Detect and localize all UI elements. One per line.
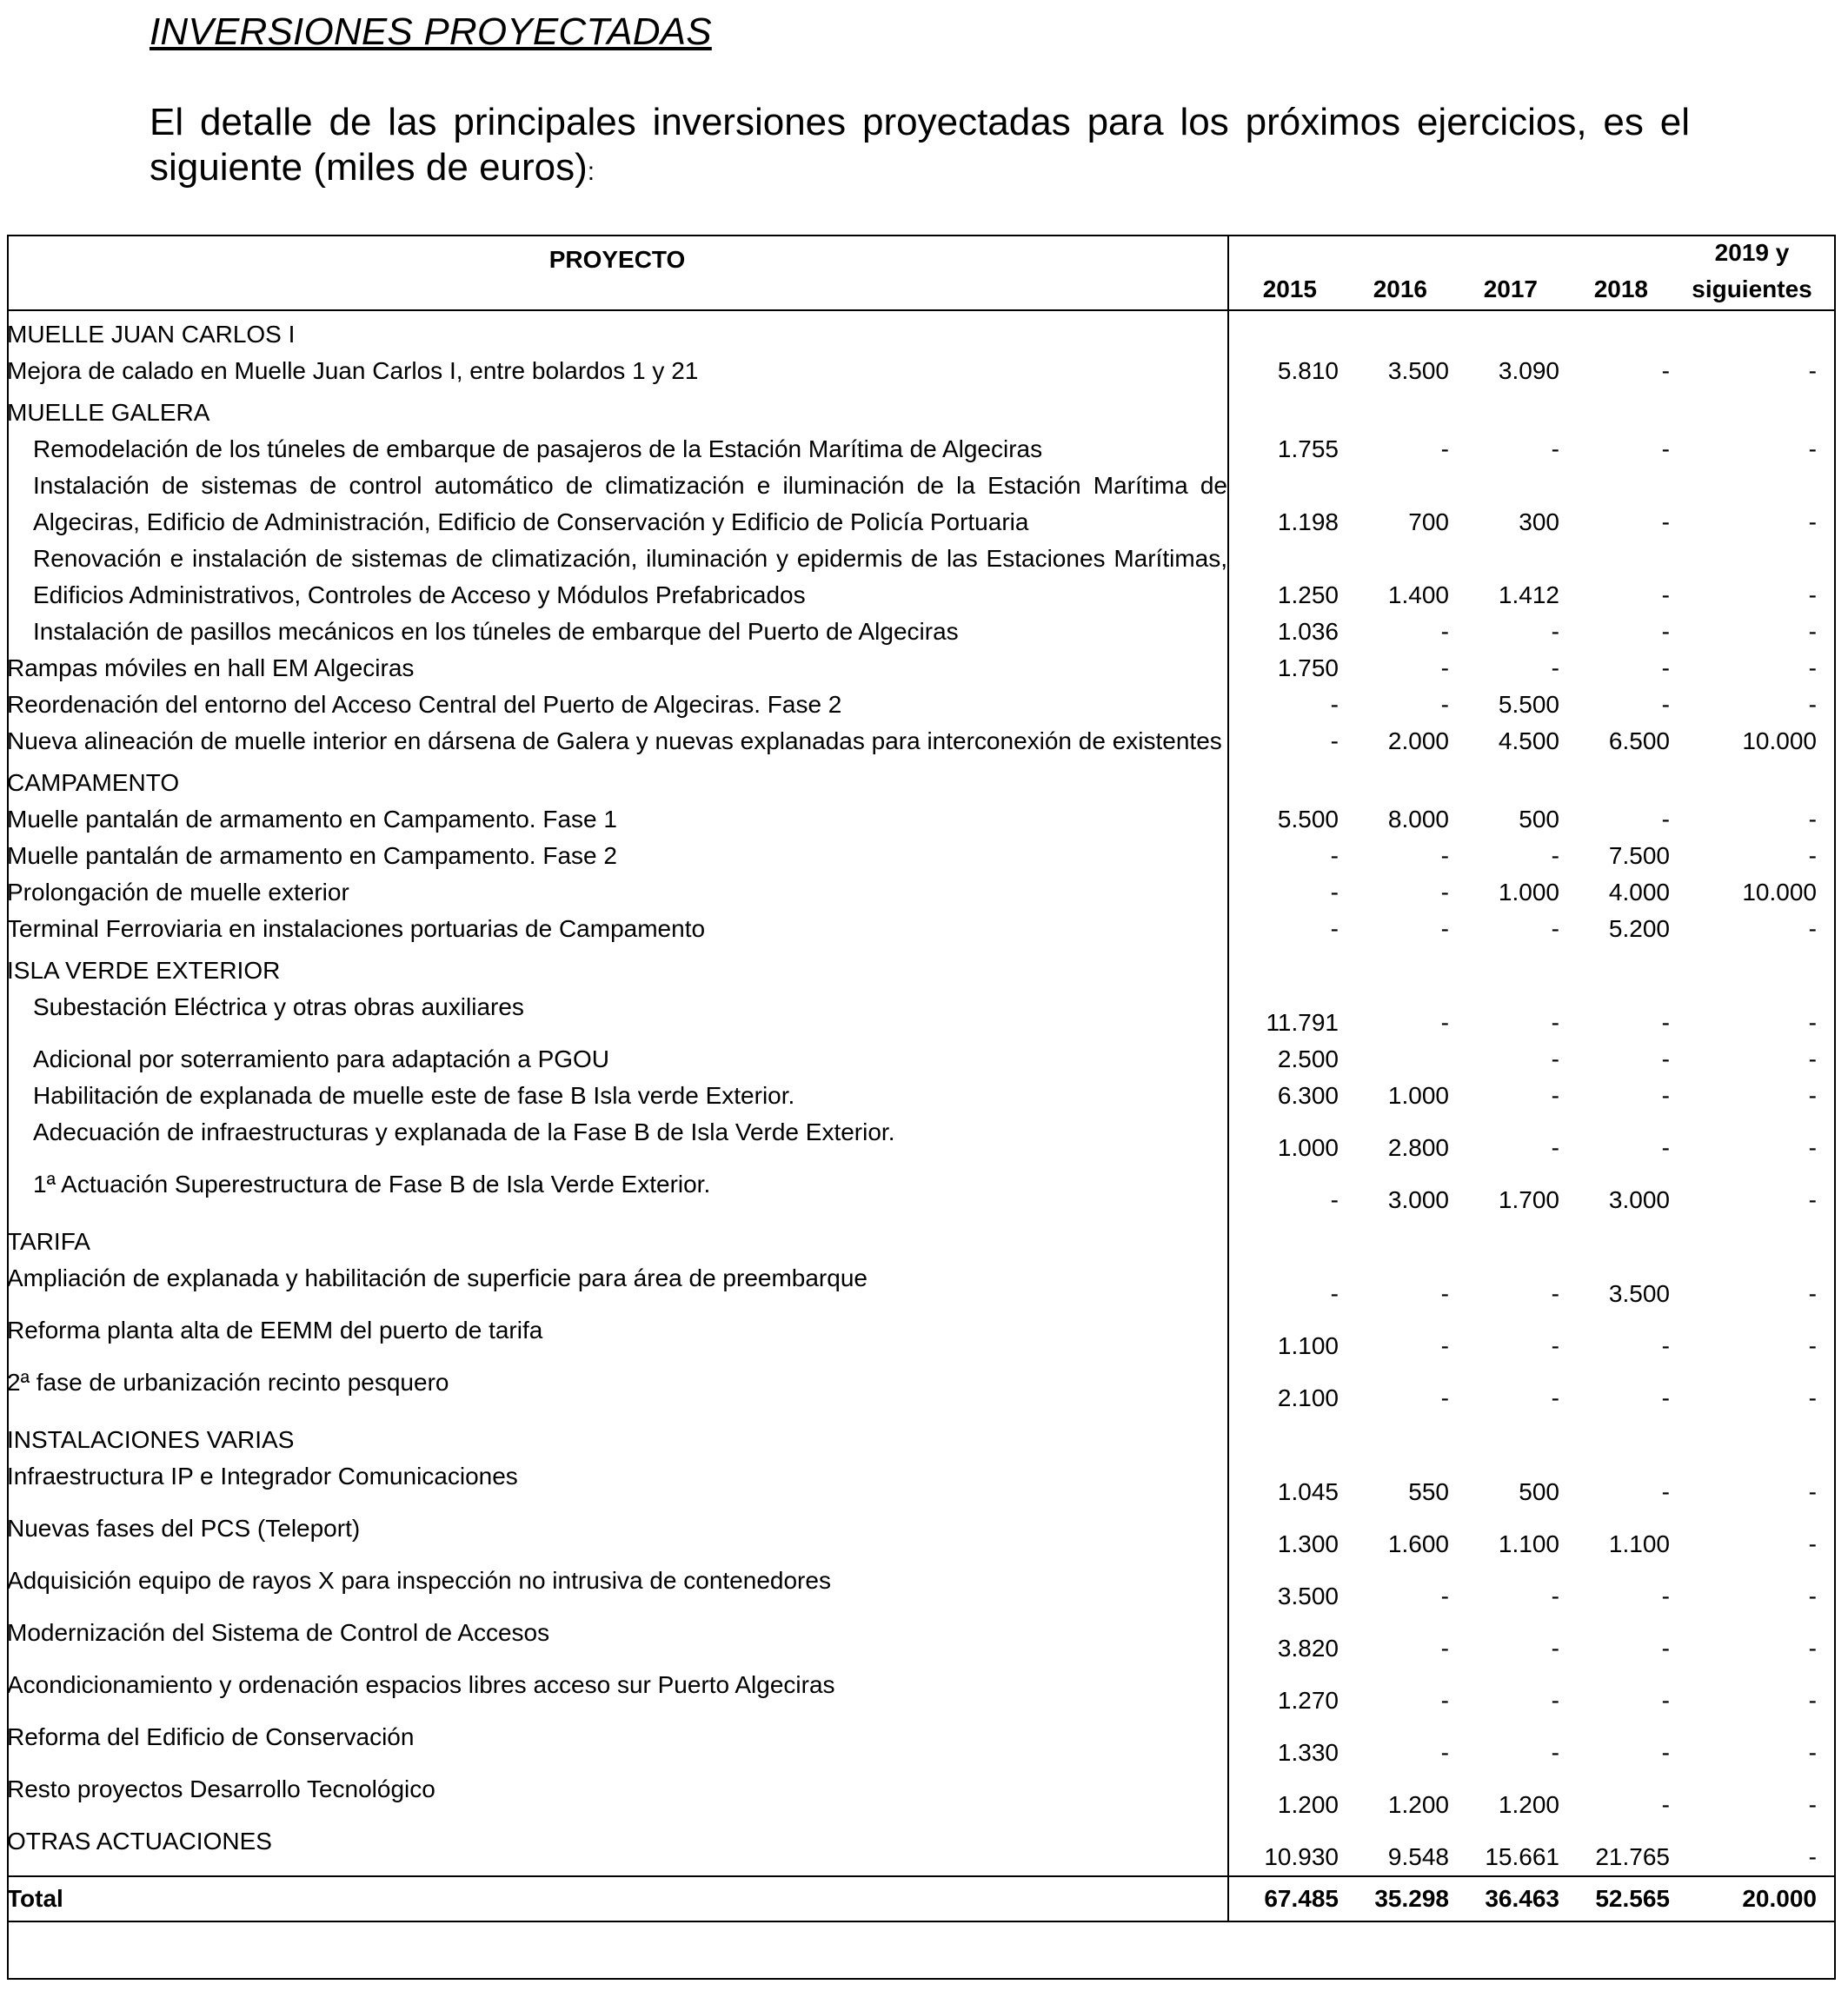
value-2019-and-following: - — [1808, 508, 1817, 535]
table-row — [7, 911, 1834, 947]
value-2019-and-following: 10.000 — [1742, 879, 1817, 906]
project-description: Adecuación de infraestructuras y explanada de la Fase B de Isla Verde Exterior. — [7, 1114, 1228, 1166]
value-2019-and-following: - — [1808, 1635, 1817, 1662]
value-2018: - — [1661, 1739, 1670, 1766]
value-2016: 2.000 — [1387, 727, 1449, 754]
table-row — [7, 874, 1834, 911]
value-2016: - — [1440, 1583, 1449, 1609]
value-2015: 2.100 — [1277, 1384, 1339, 1411]
empty-cell — [1339, 1218, 1449, 1260]
total-2019-and-following: 20.000 — [1670, 1876, 1834, 1921]
project-description: Nuevas fases del PCS (Teleport) — [7, 1510, 1228, 1563]
value-2016 — [1339, 1041, 1449, 1078]
section-row — [7, 1218, 1834, 1260]
empty-cell — [1449, 760, 1559, 801]
empty-cell — [1559, 947, 1670, 989]
value-2017: - — [1551, 1583, 1559, 1609]
section-title: ISLA VERDE EXTERIOR — [7, 947, 1228, 989]
value-2017: - — [1551, 1687, 1559, 1714]
total-2015: 67.485 — [1228, 1876, 1339, 1921]
empty-cell — [1449, 947, 1559, 989]
value-2015: 1.200 — [1277, 1791, 1339, 1818]
value-2016: - — [1440, 1384, 1449, 1411]
project-description: Adicional por soterramiento para adaptación a PGOU — [7, 1041, 1228, 1078]
value-2016: - — [1440, 654, 1449, 681]
value-2017: 1.100 — [1498, 1530, 1559, 1557]
project-description: Reordenación del entorno del Acceso Central del Puerto de Algeciras. Fase 2 — [7, 687, 1228, 723]
value-2018: 5.200 — [1608, 915, 1670, 942]
project-description: Instalación de sistemas de control automático de climatización e iluminación de la Estación Marítima de Algeciras, Edificio de Administración, Edificio de Conservación y Edificio de Policía Portuaria — [7, 468, 1228, 541]
value-2017: 1.200 — [1498, 1791, 1559, 1818]
value-2019-and-following: 10.000 — [1742, 727, 1817, 754]
table-row — [7, 1078, 1834, 1114]
empty-cell — [1670, 760, 1834, 801]
table-row — [7, 1823, 1834, 1876]
table-row — [7, 723, 1834, 760]
header-project: PROYECTO — [7, 235, 1228, 310]
value-2018: - — [1661, 581, 1670, 608]
project-description: Infraestructura IP e Integrador Comunicaciones — [7, 1458, 1228, 1510]
value-2018: 3.000 — [1608, 1186, 1670, 1213]
value-2017: - — [1551, 1384, 1559, 1411]
value-2016: 3.500 — [1387, 357, 1449, 384]
value-2017: - — [1551, 1739, 1559, 1766]
value-2019-and-following: - — [1808, 1280, 1817, 1307]
table-row — [7, 468, 1834, 541]
value-2018: 7.500 — [1608, 842, 1670, 869]
intro-text: El detalle de las principales inversiones proyectadas para los próximos ejercicios, es el siguiente (miles de euros) — [150, 101, 1690, 189]
value-2015: 1.330 — [1277, 1739, 1339, 1766]
value-2017: - — [1551, 1045, 1559, 1072]
header-2019-line1: 2019 y — [1714, 239, 1790, 266]
project-description: Muelle pantalán de armamento en Campamento. Fase 2 — [7, 838, 1228, 874]
value-2019-and-following: - — [1808, 1530, 1817, 1557]
value-2015: 1.000 — [1277, 1134, 1339, 1161]
value-2015: 1.198 — [1277, 508, 1339, 535]
project-description: Remodelación de los túneles de embarque de pasajeros de la Estación Marítima de Algeciras — [7, 431, 1228, 468]
value-2018: - — [1661, 1082, 1670, 1109]
value-2019-and-following: - — [1808, 842, 1817, 869]
empty-cell — [1449, 1417, 1559, 1458]
project-description: Reforma planta alta de EEMM del puerto de tarifa — [7, 1312, 1228, 1364]
value-2017: - — [1551, 1280, 1559, 1307]
value-2019-and-following: - — [1808, 915, 1817, 942]
value-2019-and-following: - — [1808, 1687, 1817, 1714]
value-2019-and-following: - — [1808, 1583, 1817, 1609]
value-2015: - — [1330, 727, 1339, 754]
value-2017: 15.661 — [1485, 1843, 1559, 1870]
project-description: Nueva alineación de muelle interior en dársena de Galera y nuevas explanadas para interconexión de existentes — [7, 723, 1228, 760]
value-2016: - — [1440, 915, 1449, 942]
empty-cell — [1449, 389, 1559, 431]
project-description: Renovación e instalación de sistemas de climatización, iluminación y epidermis de las Estaciones Marítimas, Edificios Administrativos, Controles de Acceso y Módulos Prefabricados — [7, 541, 1228, 614]
value-2016: 1.600 — [1387, 1530, 1449, 1557]
empty-cell — [1670, 389, 1834, 431]
section-title: CAMPAMENTO — [7, 760, 1228, 801]
value-2018: - — [1661, 1384, 1670, 1411]
value-2018: - — [1661, 508, 1670, 535]
section-row — [7, 760, 1834, 801]
value-2019-and-following: - — [1808, 1045, 1817, 1072]
value-2016: 1.000 — [1387, 1082, 1449, 1109]
value-2015: 6.300 — [1277, 1082, 1339, 1109]
value-2015: 10.930 — [1264, 1843, 1339, 1870]
value-2019-and-following: - — [1808, 618, 1817, 645]
value-2016: 8.000 — [1387, 806, 1449, 833]
project-description: Habilitación de explanada de muelle este de fase B Isla verde Exterior. — [7, 1078, 1228, 1114]
value-2015: 1.100 — [1277, 1332, 1339, 1359]
section-row — [7, 389, 1834, 431]
project-description: Instalación de pasillos mecánicos en los túneles de embarque del Puerto de Algeciras — [7, 614, 1228, 650]
value-2018: - — [1661, 1478, 1670, 1505]
section-row — [7, 947, 1834, 989]
value-2016: - — [1440, 1687, 1449, 1714]
value-2017: - — [1551, 1332, 1559, 1359]
project-description: Rampas móviles en hall EM Algeciras — [7, 650, 1228, 687]
value-2016: 700 — [1408, 508, 1449, 535]
value-2016: - — [1440, 618, 1449, 645]
value-2019-and-following: - — [1808, 654, 1817, 681]
value-2018: 6.500 — [1608, 727, 1670, 754]
value-2019-and-following: - — [1808, 1009, 1817, 1036]
value-2017: 500 — [1519, 1478, 1559, 1505]
project-description: 1ª Actuación Superestructura de Fase B de Isla Verde Exterior. — [7, 1166, 1228, 1218]
value-2015: 1.045 — [1277, 1478, 1339, 1505]
value-2019-and-following: - — [1808, 1384, 1817, 1411]
value-2016: - — [1440, 879, 1449, 906]
value-2019-and-following: - — [1808, 1082, 1817, 1109]
table-row — [7, 801, 1834, 838]
table-row — [7, 1312, 1834, 1364]
project-description: Mejora de calado en Muelle Juan Carlos I, entre bolardos 1 y 21 — [7, 353, 1228, 389]
table-row — [7, 431, 1834, 468]
section-row — [7, 1417, 1834, 1458]
project-description: Resto proyectos Desarrollo Tecnológico — [7, 1771, 1228, 1823]
value-2019-and-following: - — [1808, 1332, 1817, 1359]
value-2018: - — [1661, 618, 1670, 645]
value-2015: 1.300 — [1277, 1530, 1339, 1557]
empty-cell — [1228, 389, 1339, 431]
empty-cell — [1670, 1417, 1834, 1458]
value-2017: 3.090 — [1498, 357, 1559, 384]
section-title: MUELLE GALERA — [7, 389, 1228, 431]
table-row — [7, 1510, 1834, 1563]
empty-cell — [1449, 310, 1559, 353]
total-2018: 52.565 — [1559, 1876, 1670, 1921]
total-label: Total — [7, 1876, 1228, 1921]
value-2015: 3.820 — [1277, 1635, 1339, 1662]
table-row — [7, 989, 1834, 1041]
project-description: Terminal Ferroviaria en instalaciones portuarias de Campamento — [7, 911, 1228, 947]
empty-cell — [1228, 1417, 1339, 1458]
value-2015: 5.810 — [1277, 357, 1339, 384]
header-2016: 2016 — [1339, 235, 1449, 310]
investments-table — [7, 235, 1834, 1922]
value-2016: 9.548 — [1387, 1843, 1449, 1870]
table-row — [7, 1166, 1834, 1218]
value-2018: 4.000 — [1608, 879, 1670, 906]
value-2016: - — [1440, 1635, 1449, 1662]
value-2019-and-following: - — [1808, 357, 1817, 384]
document-heading: INVERSIONES PROYECTADAS — [150, 10, 712, 53]
value-2018: - — [1661, 1045, 1670, 1072]
value-2018: - — [1661, 806, 1670, 833]
empty-cell — [1670, 947, 1834, 989]
empty-cell — [1559, 760, 1670, 801]
table-row — [7, 1364, 1834, 1417]
value-2019-and-following: - — [1808, 806, 1817, 833]
value-2016: 2.800 — [1387, 1134, 1449, 1161]
empty-cell — [1228, 760, 1339, 801]
value-2015: - — [1330, 1280, 1339, 1307]
empty-cell — [1228, 310, 1339, 353]
table-row — [7, 1114, 1834, 1166]
value-2018: - — [1661, 1332, 1670, 1359]
header-2019-and-following — [1670, 235, 1834, 310]
project-description: Modernización del Sistema de Control de Accesos — [7, 1615, 1228, 1667]
value-2015: 2.500 — [1277, 1045, 1339, 1072]
table-row — [7, 541, 1834, 614]
value-2018: 3.500 — [1608, 1280, 1670, 1307]
value-2016: - — [1440, 1280, 1449, 1307]
table-row — [7, 1615, 1834, 1667]
value-2016: 550 — [1408, 1478, 1449, 1505]
empty-cell — [1339, 760, 1449, 801]
header-2017: 2017 — [1449, 235, 1559, 310]
value-2019-and-following: - — [1808, 581, 1817, 608]
empty-cell — [1449, 1218, 1559, 1260]
section-row — [7, 310, 1834, 353]
section-title: TARIFA — [7, 1218, 1228, 1260]
empty-cell — [1670, 310, 1834, 353]
value-2017: - — [1551, 1009, 1559, 1036]
value-2015: 5.500 — [1277, 806, 1339, 833]
value-2018: - — [1661, 435, 1670, 462]
project-description: Ampliación de explanada y habilitación de superficie para área de preembarque — [7, 1260, 1228, 1312]
table-row — [7, 1667, 1834, 1719]
value-2017: - — [1551, 1082, 1559, 1109]
value-2018: - — [1661, 1687, 1670, 1714]
value-2015: - — [1330, 915, 1339, 942]
empty-cell — [1559, 310, 1670, 353]
value-2015: 1.755 — [1277, 435, 1339, 462]
value-2017: 1.412 — [1498, 581, 1559, 608]
empty-cell — [1559, 389, 1670, 431]
value-2015: - — [1330, 691, 1339, 718]
value-2017: - — [1551, 1635, 1559, 1662]
project-description: 2ª fase de urbanización recinto pesquero — [7, 1364, 1228, 1417]
value-2017: 300 — [1519, 508, 1559, 535]
project-description: Adquisición equipo de rayos X para inspección no intrusiva de contenedores — [7, 1563, 1228, 1615]
intro-colon: : — [587, 157, 595, 186]
empty-cell — [1559, 1417, 1670, 1458]
empty-cell — [1228, 1218, 1339, 1260]
value-2016: 1.400 — [1387, 581, 1449, 608]
value-2016: - — [1440, 1739, 1449, 1766]
empty-cell — [1559, 1218, 1670, 1260]
value-2019-and-following: - — [1808, 1843, 1817, 1870]
value-2019-and-following: - — [1808, 1186, 1817, 1213]
value-2017: - — [1551, 435, 1559, 462]
project-description: Subestación Eléctrica y otras obras auxiliares — [7, 989, 1228, 1041]
empty-cell — [1339, 389, 1449, 431]
value-2019-and-following: - — [1808, 1134, 1817, 1161]
header-2018: 2018 — [1559, 235, 1670, 310]
value-2019-and-following: - — [1808, 1478, 1817, 1505]
table-row — [7, 1563, 1834, 1615]
section-title: INSTALACIONES VARIAS — [7, 1417, 1228, 1458]
value-2015: 1.036 — [1277, 618, 1339, 645]
section-title: MUELLE JUAN CARLOS I — [7, 310, 1228, 353]
table-row — [7, 1260, 1834, 1312]
value-2018: - — [1661, 691, 1670, 718]
value-2016: 1.200 — [1387, 1791, 1449, 1818]
table-row — [7, 650, 1834, 687]
value-2018: - — [1661, 1635, 1670, 1662]
value-2018: - — [1661, 654, 1670, 681]
table-row — [7, 1041, 1834, 1078]
value-2017: 1.000 — [1498, 879, 1559, 906]
value-2017: 500 — [1519, 806, 1559, 833]
project-description: Reforma del Edificio de Conservación — [7, 1719, 1228, 1771]
value-2017: - — [1551, 618, 1559, 645]
value-2019-and-following: - — [1808, 691, 1817, 718]
table-header-row — [7, 235, 1834, 310]
table-row — [7, 687, 1834, 723]
table-body — [7, 310, 1834, 1876]
value-2016: - — [1440, 1009, 1449, 1036]
empty-cell — [1339, 947, 1449, 989]
value-2018: - — [1661, 1134, 1670, 1161]
intro-paragraph — [150, 100, 1690, 195]
value-2018: - — [1661, 357, 1670, 384]
value-2015: - — [1330, 879, 1339, 906]
value-2015: 1.750 — [1277, 654, 1339, 681]
value-2018: 1.100 — [1608, 1530, 1670, 1557]
value-2015: - — [1330, 842, 1339, 869]
value-2017: 4.500 — [1498, 727, 1559, 754]
empty-cell — [1339, 310, 1449, 353]
value-2017: - — [1551, 1134, 1559, 1161]
table-row — [7, 1719, 1834, 1771]
value-2015: 1.250 — [1277, 581, 1339, 608]
value-2016: - — [1440, 435, 1449, 462]
empty-cell — [1228, 947, 1339, 989]
table-row — [7, 1458, 1834, 1510]
value-2018: - — [1661, 1791, 1670, 1818]
value-2015: 3.500 — [1277, 1583, 1339, 1609]
empty-cell — [1339, 1417, 1449, 1458]
value-2016: - — [1440, 1332, 1449, 1359]
value-2017: 1.700 — [1498, 1186, 1559, 1213]
value-2016: - — [1440, 842, 1449, 869]
project-description: OTRAS ACTUACIONES — [7, 1823, 1228, 1876]
value-2018: 21.765 — [1595, 1843, 1670, 1870]
total-2016: 35.298 — [1339, 1876, 1449, 1921]
value-2017: - — [1551, 654, 1559, 681]
table-row — [7, 1771, 1834, 1823]
project-description: Acondicionamiento y ordenación espacios libres acceso sur Puerto Algeciras — [7, 1667, 1228, 1719]
total-2017: 36.463 — [1449, 1876, 1559, 1921]
project-description: Muelle pantalán de armamento en Campamento. Fase 1 — [7, 801, 1228, 838]
value-2019-and-following: - — [1808, 1739, 1817, 1766]
project-description: Prolongación de muelle exterior — [7, 874, 1228, 911]
value-2015: 11.791 — [1266, 1009, 1339, 1036]
value-2016: 3.000 — [1387, 1186, 1449, 1213]
value-2018: - — [1661, 1583, 1670, 1609]
value-2015: - — [1330, 1186, 1339, 1213]
value-2019-and-following: - — [1808, 435, 1817, 462]
value-2017: - — [1551, 842, 1559, 869]
value-2018: - — [1661, 1009, 1670, 1036]
table-row — [7, 614, 1834, 650]
value-2016: - — [1440, 691, 1449, 718]
value-2019-and-following: - — [1808, 1791, 1817, 1818]
header-2015: 2015 — [1228, 235, 1339, 310]
header-2019-line2: siguientes — [1692, 275, 1812, 302]
empty-cell — [1670, 1218, 1834, 1260]
value-2017: 5.500 — [1498, 691, 1559, 718]
value-2017: - — [1551, 915, 1559, 942]
table-row — [7, 353, 1834, 389]
table-row — [7, 838, 1834, 874]
value-2015: 1.270 — [1277, 1687, 1339, 1714]
total-row — [7, 1876, 1834, 1921]
